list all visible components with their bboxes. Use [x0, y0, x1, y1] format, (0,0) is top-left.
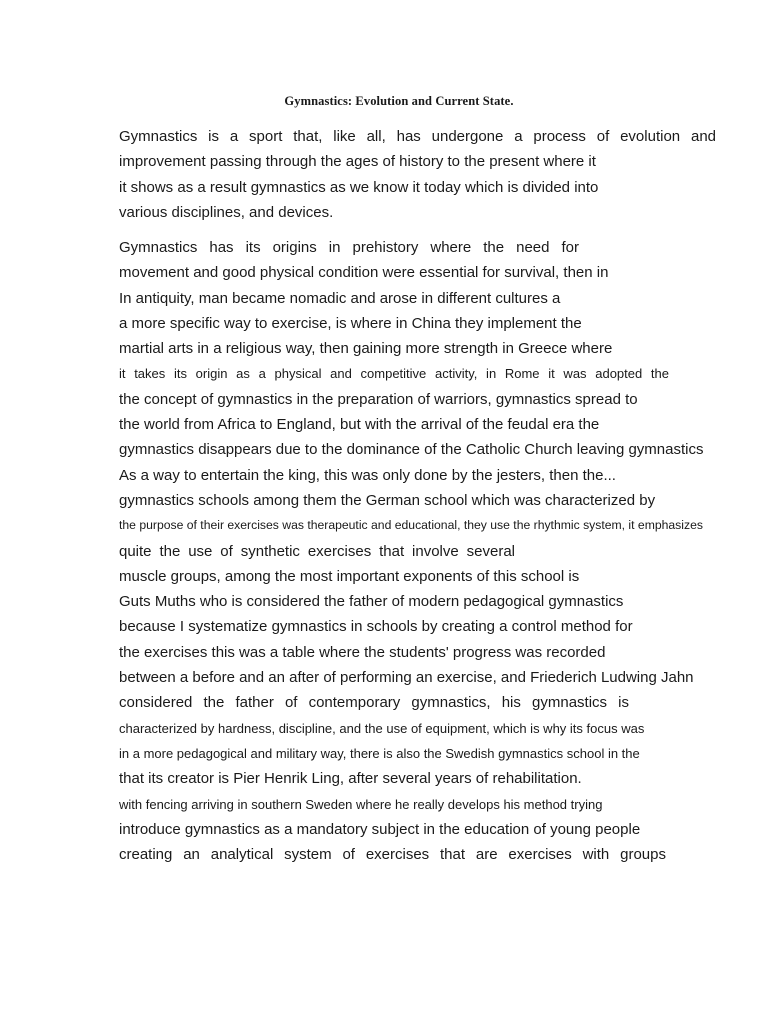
- text-line: the exercises this was a table where the students' progress was recorded: [119, 643, 606, 661]
- text-line: characterized by hardness, discipline, and the use of equipment, which is why its focus was: [119, 720, 645, 736]
- text-line: a more specific way to exercise, is where in China they implement the: [119, 314, 582, 332]
- text-line: between a before and an after of performing an exercise, and Friederich Ludwing Jahn: [119, 669, 694, 687]
- text-line: improvement passing through the ages of history to the present where it: [119, 153, 596, 171]
- text-line: in a more pedagogical and military way, there is also the Swedish gymnastics school in the: [119, 745, 640, 761]
- text-line: In antiquity, man became nomadic and arose in different cultures a: [119, 289, 561, 307]
- paragraph-intro: [119, 124, 721, 225]
- text-line: with fencing arriving in southern Sweden where he really develops his method trying: [119, 796, 603, 812]
- text-line: various disciplines, and devices.: [119, 203, 334, 221]
- text-line: that its creator is Pier Henrik Ling, after several years of rehabilitation.: [119, 770, 582, 788]
- document-title: Gymnastics: Evolution and Current State.: [284, 94, 514, 108]
- text-line: because I systematize gymnastics in schools by creating a control method for: [119, 618, 633, 636]
- text-line: the concept of gymnastics in the preparation of warriors, gymnastics spread to: [119, 390, 638, 408]
- text-line: the purpose of their exercises was therapeutic and educational, they use the rhythmic system, it emphasizes: [119, 518, 703, 533]
- text-line: muscle groups, among the most important exponents of this school is: [119, 567, 580, 585]
- text-line: considered the father of contemporary gymnastics, his gymnastics is: [119, 694, 629, 712]
- text-line: it takes its origin as a physical and competitive activity, in Rome it was adopted the: [119, 366, 669, 382]
- text-line: Gymnastics is a sport that, like all, has undergone a process of evolution and: [119, 128, 716, 145]
- text-line: martial arts in a religious way, then gaining more strength in Greece where: [119, 340, 613, 358]
- text-line: gymnastics disappears due to the dominance of the Catholic Church leaving gymnastics: [119, 441, 704, 459]
- text-line: gymnastics schools among them the German school which was characterized by: [119, 491, 656, 509]
- text-line: quite the use of synthetic exercises that involve several: [119, 542, 515, 560]
- text-line: creating an analytical system of exercises that are exercises with groups: [119, 846, 666, 864]
- text-line: Gymnastics has its origins in prehistory where the need for: [119, 239, 579, 256]
- text-line: movement and good physical condition were essential for survival, then in: [119, 264, 609, 282]
- text-line: the world from Africa to England, but with the arrival of the feudal era the: [119, 416, 600, 434]
- paragraph-history: [119, 235, 721, 867]
- text-line: it shows as a result gymnastics as we know it today which is divided into: [119, 178, 599, 196]
- text-line: Guts Muths who is considered the father of modern pedagogical gymnastics: [119, 593, 624, 611]
- text-line: introduce gymnastics as a mandatory subject in the education of young people: [119, 820, 641, 838]
- text-line: As a way to entertain the king, this was only done by the jesters, then the...: [119, 466, 616, 484]
